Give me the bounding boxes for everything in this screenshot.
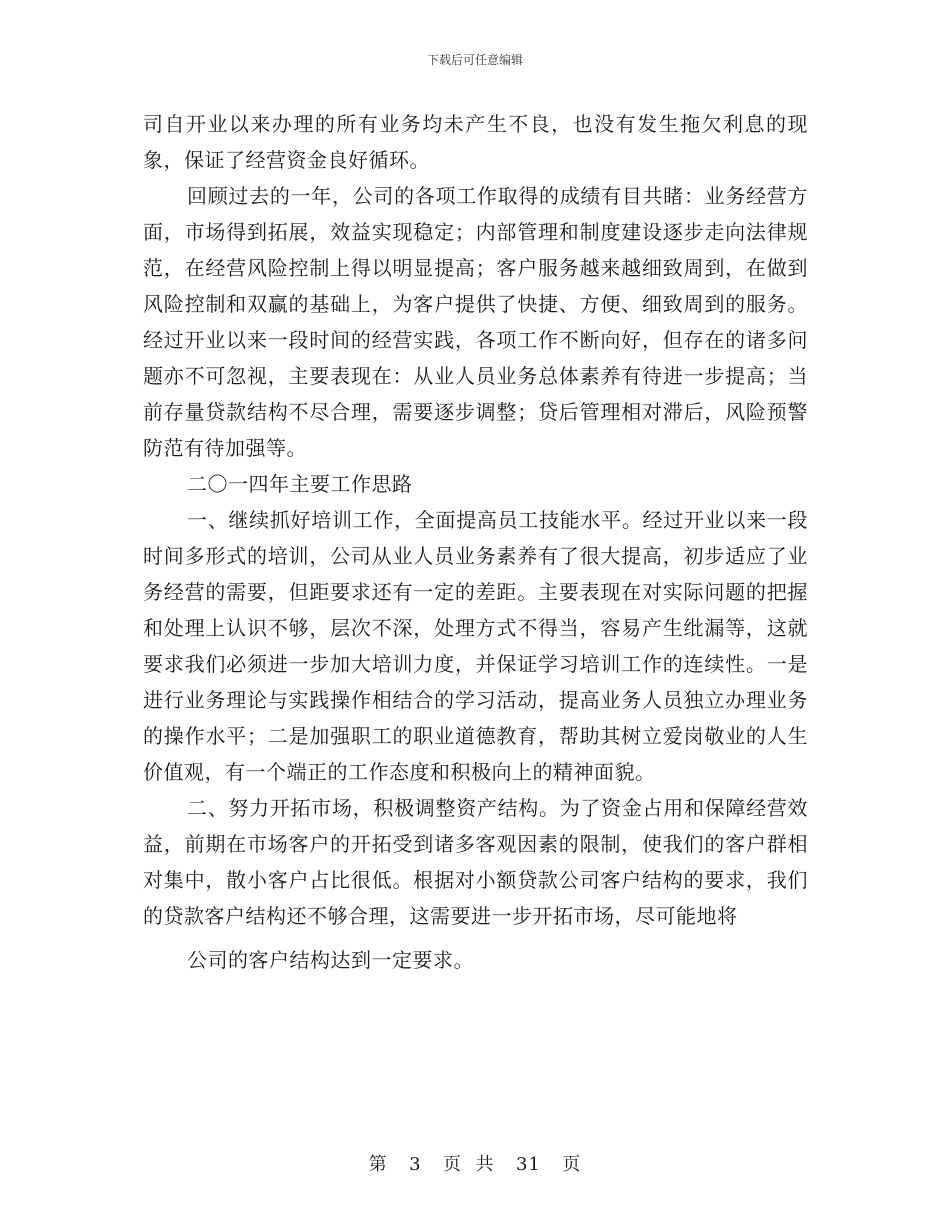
current-page-number: 3 [409,1154,422,1175]
total-pages-number: 31 [515,1154,541,1175]
page-header [0,52,950,68]
header-text: 下载后可任意编辑 [426,53,523,67]
page-label-suffix: 页 [562,1154,582,1175]
section-heading: 二〇一四年主要工作思路 [187,472,413,496]
paragraph-conclusion: 公司的客户结构达到一定要求。 [187,948,474,972]
paragraph-continued: 司自开业以来办理的所有业务均未产生不良，也没有发生拖欠利息的现象，保证了经营资金良好循环。 [143,112,808,172]
page-label-prefix: 第 [368,1154,388,1175]
page-footer [0,1154,950,1176]
paragraph-training: 一、继续抓好培训工作，全面提高员工技能水平。经过开业以来一段时间多形式的培训，公司从业人员业务素养有了很大提高，初步适应了业务经营的需要，但距要求还有一定的差距。主要表现在对实际问题的把握和处理上认识不够，层次不深，处理方式不得当，容易产生纰漏等，这就要求我们必须进一步加大培训力度，并保证学习培训工作的连续性。一是进行业务理论与实践操作相结合的学习活动，提高业务人员独立办理业务的操作水平；二是加强职工的职业道德教育，帮助其树立爱岗敬业的人生价值观，有一个端正的工作态度和积极向上的精神面貌。 [143,508,808,784]
document-body [143,106,808,978]
paragraph-review: 回顾过去的一年，公司的各项工作取得的成绩有目共睹：业务经营方面，市场得到拓展，效益实现稳定；内部管理和制度建设逐步走向法律规范，在经营风险控制上得以明显提高；客户服务越来越细致周到，在做到风险控制和双赢的基础上，为客户提供了快捷、方便、细致周到的服务。经过开业以来一段时间的经营实践，各项工作不断向好，但存在的诸多问题亦不可忽视，主要表现在：从业人员业务总体素养有待进一步提高；当前存量贷款结构不尽合理，需要逐步调整；贷后管理相对滞后，风险预警防范有待加强等。 [143,184,808,460]
page-label-mid: 页 共 [443,1154,495,1175]
paragraph-market: 二、努力开拓市场，积极调整资产结构。为了资金占用和保障经营效益，前期在市场客户的开拓受到诸多客观因素的限制，使我们的客户群相对集中，散小客户占比很低。根据对小额贷款公司客户结构的要求，我们的贷款客户结构还不够合理，这需要进一步开拓市场，尽可能地将 [143,796,808,928]
